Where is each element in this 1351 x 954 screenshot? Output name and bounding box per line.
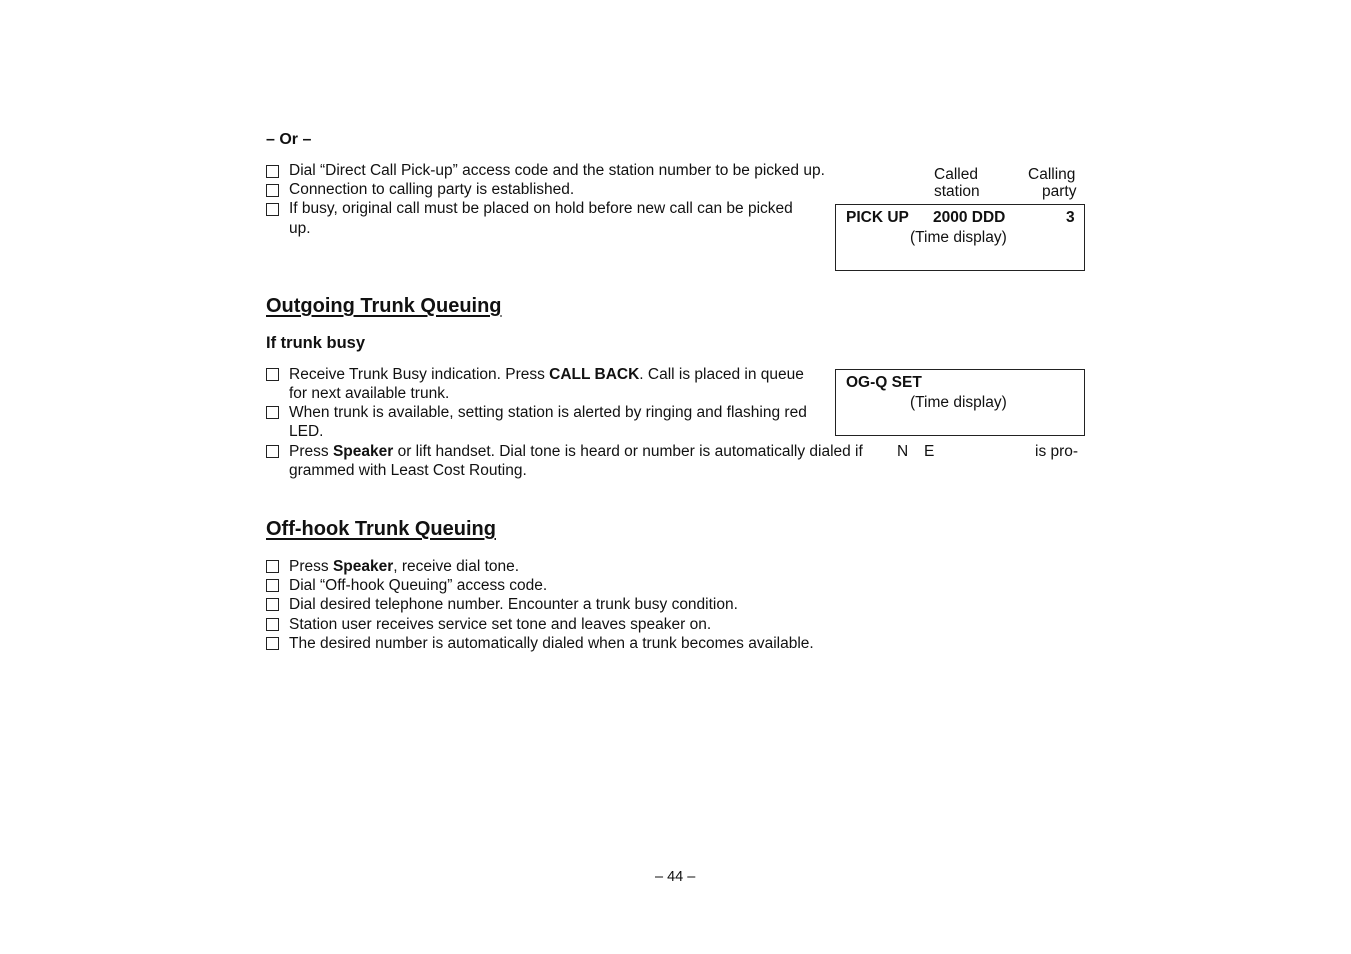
step-checkbox[interactable] — [266, 203, 279, 216]
calling-party-label-line2: party — [1042, 183, 1077, 200]
ogq-display — [835, 369, 1085, 436]
step-checkbox[interactable] — [266, 579, 279, 592]
called-station-label-line2: station — [934, 183, 980, 200]
outgoing-step-3-line1: Press Speaker or lift handset. Dial tone is heard or number is automatically dialed if — [289, 443, 863, 460]
ogq-display-time: (Time display) — [910, 394, 1007, 411]
or-separator: – Or – — [266, 131, 312, 148]
offhook-step-1: Press Speaker, receive dial tone. — [289, 558, 520, 575]
outgoing-step-3-end: is pro- — [1035, 443, 1079, 460]
offhook-step-2: Dial “Off-hook Queuing” access code. — [289, 577, 548, 594]
step-checkbox[interactable] — [266, 637, 279, 650]
offhook-trunk-queuing-title: Off-hook Trunk Queuing — [266, 518, 496, 540]
step-checkbox[interactable] — [266, 406, 279, 419]
pickup-display-field1: PICK UP — [846, 209, 909, 226]
pickup-step-3-line2: up. — [289, 220, 311, 237]
pickup-display-field3: 3 — [1066, 209, 1075, 226]
step-checkbox[interactable] — [266, 560, 279, 573]
ogq-display-line1: OG-Q SET — [846, 374, 922, 391]
offhook-step-3: Dial desired telephone number. Encounter a trunk busy condition. — [289, 596, 738, 613]
outgoing-step-3-fragment-e: E — [924, 443, 935, 460]
step-checkbox[interactable] — [266, 445, 279, 458]
offhook-step-5: The desired number is automatically dialed when a trunk becomes available. — [289, 635, 814, 652]
step-checkbox[interactable] — [266, 184, 279, 197]
step-checkbox[interactable] — [266, 598, 279, 611]
pickup-display-time: (Time display) — [910, 229, 1007, 246]
pickup-step-1: Dial “Direct Call Pick-up” access code and the station number to be picked up. — [289, 162, 825, 179]
outgoing-step-1-line2: for next available trunk. — [289, 385, 450, 402]
calling-party-label-line1: Calling — [1028, 166, 1076, 183]
pickup-display-field2: 2000 DDD — [933, 209, 1006, 226]
called-station-label-line1: Called — [934, 166, 978, 183]
outgoing-step-2-line2: LED. — [289, 423, 324, 440]
if-trunk-busy-subtitle: If trunk busy — [266, 334, 366, 352]
outgoing-step-3-fragment-n: N — [897, 443, 909, 460]
outgoing-step-3-line2: grammed with Least Cost Routing. — [289, 462, 527, 479]
page-number: – 44 – — [655, 869, 696, 885]
outgoing-trunk-queuing-title: Outgoing Trunk Queuing — [266, 295, 502, 317]
step-checkbox[interactable] — [266, 165, 279, 178]
pickup-step-3-line1: If busy, original call must be placed on hold before new call can be picked — [289, 200, 793, 217]
offhook-step-4: Station user receives service set tone and leaves speaker on. — [289, 616, 712, 633]
pickup-step-2: Connection to calling party is established. — [289, 181, 575, 198]
step-checkbox[interactable] — [266, 618, 279, 631]
outgoing-step-1-line1: Receive Trunk Busy indication. Press CALL BACK. Call is placed in queue — [289, 366, 804, 383]
outgoing-step-2-line1: When trunk is available, setting station is alerted by ringing and flashing red — [289, 404, 807, 421]
step-checkbox[interactable] — [266, 368, 279, 381]
pickup-display — [835, 204, 1085, 271]
